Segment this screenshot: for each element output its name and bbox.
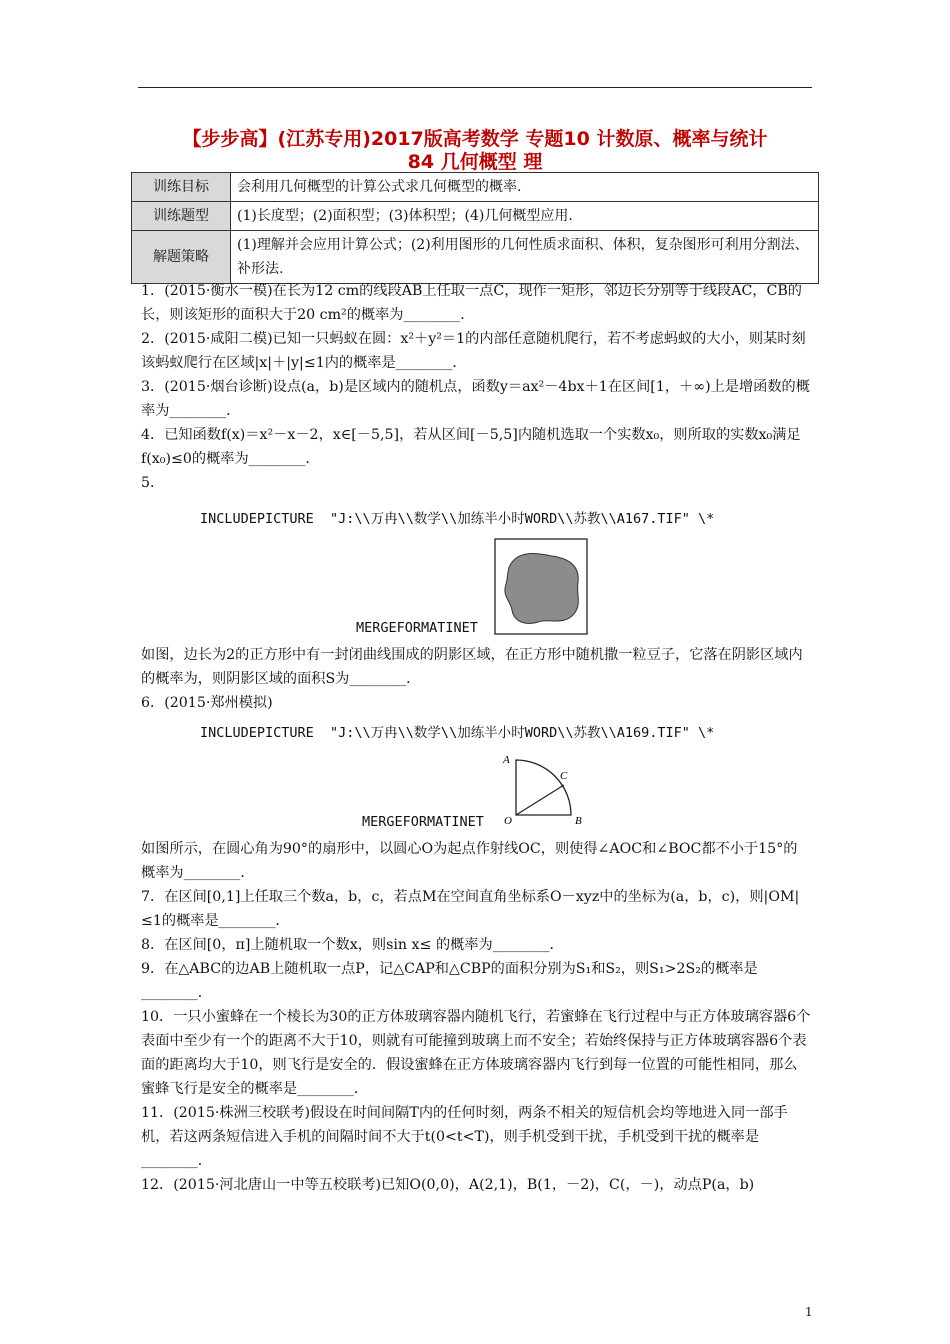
figure-square-shaded-region	[494, 538, 588, 635]
page-number: 1	[805, 1305, 813, 1319]
problem-2: 2．(2015·咸阳二模)已知一只蚂蚁在圆：x²＋y²＝1的内部任意随机爬行，若不考虑蚂蚁的大小，则某时刻该蚂蚁爬行在区域|x|＋|y|≤1内的概率是________．	[141, 331, 806, 371]
table-content: (1)理解并会应用计算公式；(2)利用图形的几何性质求面积、体积，复杂图形可利用分割法、补形法.	[231, 231, 819, 284]
problems-1-5	[141, 279, 811, 495]
problems-6-12	[141, 837, 811, 1197]
problem-5-text: 如图，边长为2的正方形中有一封闭曲线围成的阴影区域，在正方形中随机撒一粒豆子，它落在阴影区域内的概率为，则阴影区域的面积S为________．	[141, 647, 803, 687]
problem-11: 11．(2015·株洲三校联考)假设在时间间隔T内的任何时刻，两条不相关的短信机会均等地进入同一部手机，若这两条短信进入手机的间隔时间不大于t(0<t<T)，则手机受到干扰，手机受到干扰的概率是________．	[141, 1105, 788, 1169]
problem-6-head: 6．(2015·郑州模拟)	[141, 695, 273, 711]
label-a: A	[503, 754, 510, 766]
table-label: 训练题型	[132, 202, 231, 231]
problem-5-6-text	[141, 643, 811, 715]
table-content: 会利用几何概型的计算公式求几何概型的概率.	[231, 173, 819, 202]
merge-format-field-6: MERGEFORMATINET	[362, 814, 484, 830]
problem-9: 9．在△ABC的边AB上随机取一点P，记△CAP和△CBP的面积分别为S₁和S₂，则S₁>2S₂的概率是________．	[141, 961, 758, 1001]
table-content: (1)长度型；(2)面积型；(3)体积型；(4)几何概型应用.	[231, 202, 819, 231]
table-row	[132, 202, 819, 231]
label-b: B	[575, 815, 582, 826]
merge-format-field-5: MERGEFORMATINET	[356, 620, 478, 636]
header-rule	[138, 87, 812, 88]
problem-6-text: 如图所示，在圆心角为90°的扇形中，以圆心O为起点作射线OC，则使得∠AOC和∠BOC都不小于15°的概率为________．	[141, 841, 798, 881]
ray-oc	[516, 785, 564, 815]
shaded-region	[505, 554, 578, 624]
figure-quarter-sector	[498, 752, 590, 826]
label-o: O	[504, 815, 512, 826]
problem-3: 3．(2015·烟台诊断)设点(a，b)是区域内的随机点，函数y＝ax²－4bx＋1在区间[1，＋∞)上是增函数的概率为________．	[141, 379, 810, 419]
problem-8: 8．在区间[0，π]上随机取一个数x，则sin x≤ 的概率为________．	[141, 937, 564, 953]
training-info-table	[131, 172, 819, 284]
problem-1: 1．(2015·衡水一模)在长为12 cm的线段AB上任取一点C，现作一矩形，邻边长分别等于线段AC，CB的长，则该矩形的面积大于20 cm²的概率为________．	[141, 283, 802, 323]
problem-5-number: 5．	[141, 475, 165, 491]
table-row	[132, 231, 819, 284]
problem-10: 10．一只小蜜蜂在一个棱长为30的正方体玻璃容器内随机飞行，若蜜蜂在飞行过程中与正方体玻璃容器6个表面中至少有一个的距离不大于10，则就有可能撞到玻璃上而不安全；若始终保持与正方体玻璃容器6个表面的距离均大于10，则飞行是安全的．假设蜜蜂在正方体玻璃容器内飞行到每一位置的可能性相同，那么蜜蜂飞行是安全的概率是________．	[141, 1009, 811, 1097]
table-label: 解题策略	[132, 231, 231, 284]
sector-outline	[516, 760, 571, 815]
problem-12: 12．(2015·河北唐山一中等五校联考)已知O(0,0)，A(2,1)，B(1，－2)，C(，－)，动点P(a，b)	[141, 1177, 755, 1193]
include-picture-field-6: INCLUDEPICTURE "J:\\万冉\\数学\\加练半小时WORD\\苏教\\A169.TIF" \*	[200, 725, 715, 741]
include-picture-field-5: INCLUDEPICTURE "J:\\万冉\\数学\\加练半小时WORD\\苏教\\A167.TIF" \*	[200, 511, 715, 527]
doc-title-line1: 【步步高】(江苏专用)2017版高考数学 专题10 计数原、概率与统计	[182, 128, 768, 150]
table-label: 训练目标	[132, 173, 231, 202]
problem-4: 4．已知函数f(x)＝x²－x－2，x∈[－5,5]，若从区间[－5,5]内随机选取一个实数x₀，则所取的实数x₀满足f(x₀)≤0的概率为________．	[141, 427, 801, 467]
problem-7: 7．在区间[0,1]上任取三个数a，b，c，若点M在空间直角坐标系O－xyz中的坐标为(a，b，c)，则|OM|≤1的概率是________．	[141, 889, 800, 929]
doc-title-line2: 84 几何概型 理	[407, 151, 543, 173]
table-row	[132, 173, 819, 202]
label-c: C	[560, 770, 568, 782]
